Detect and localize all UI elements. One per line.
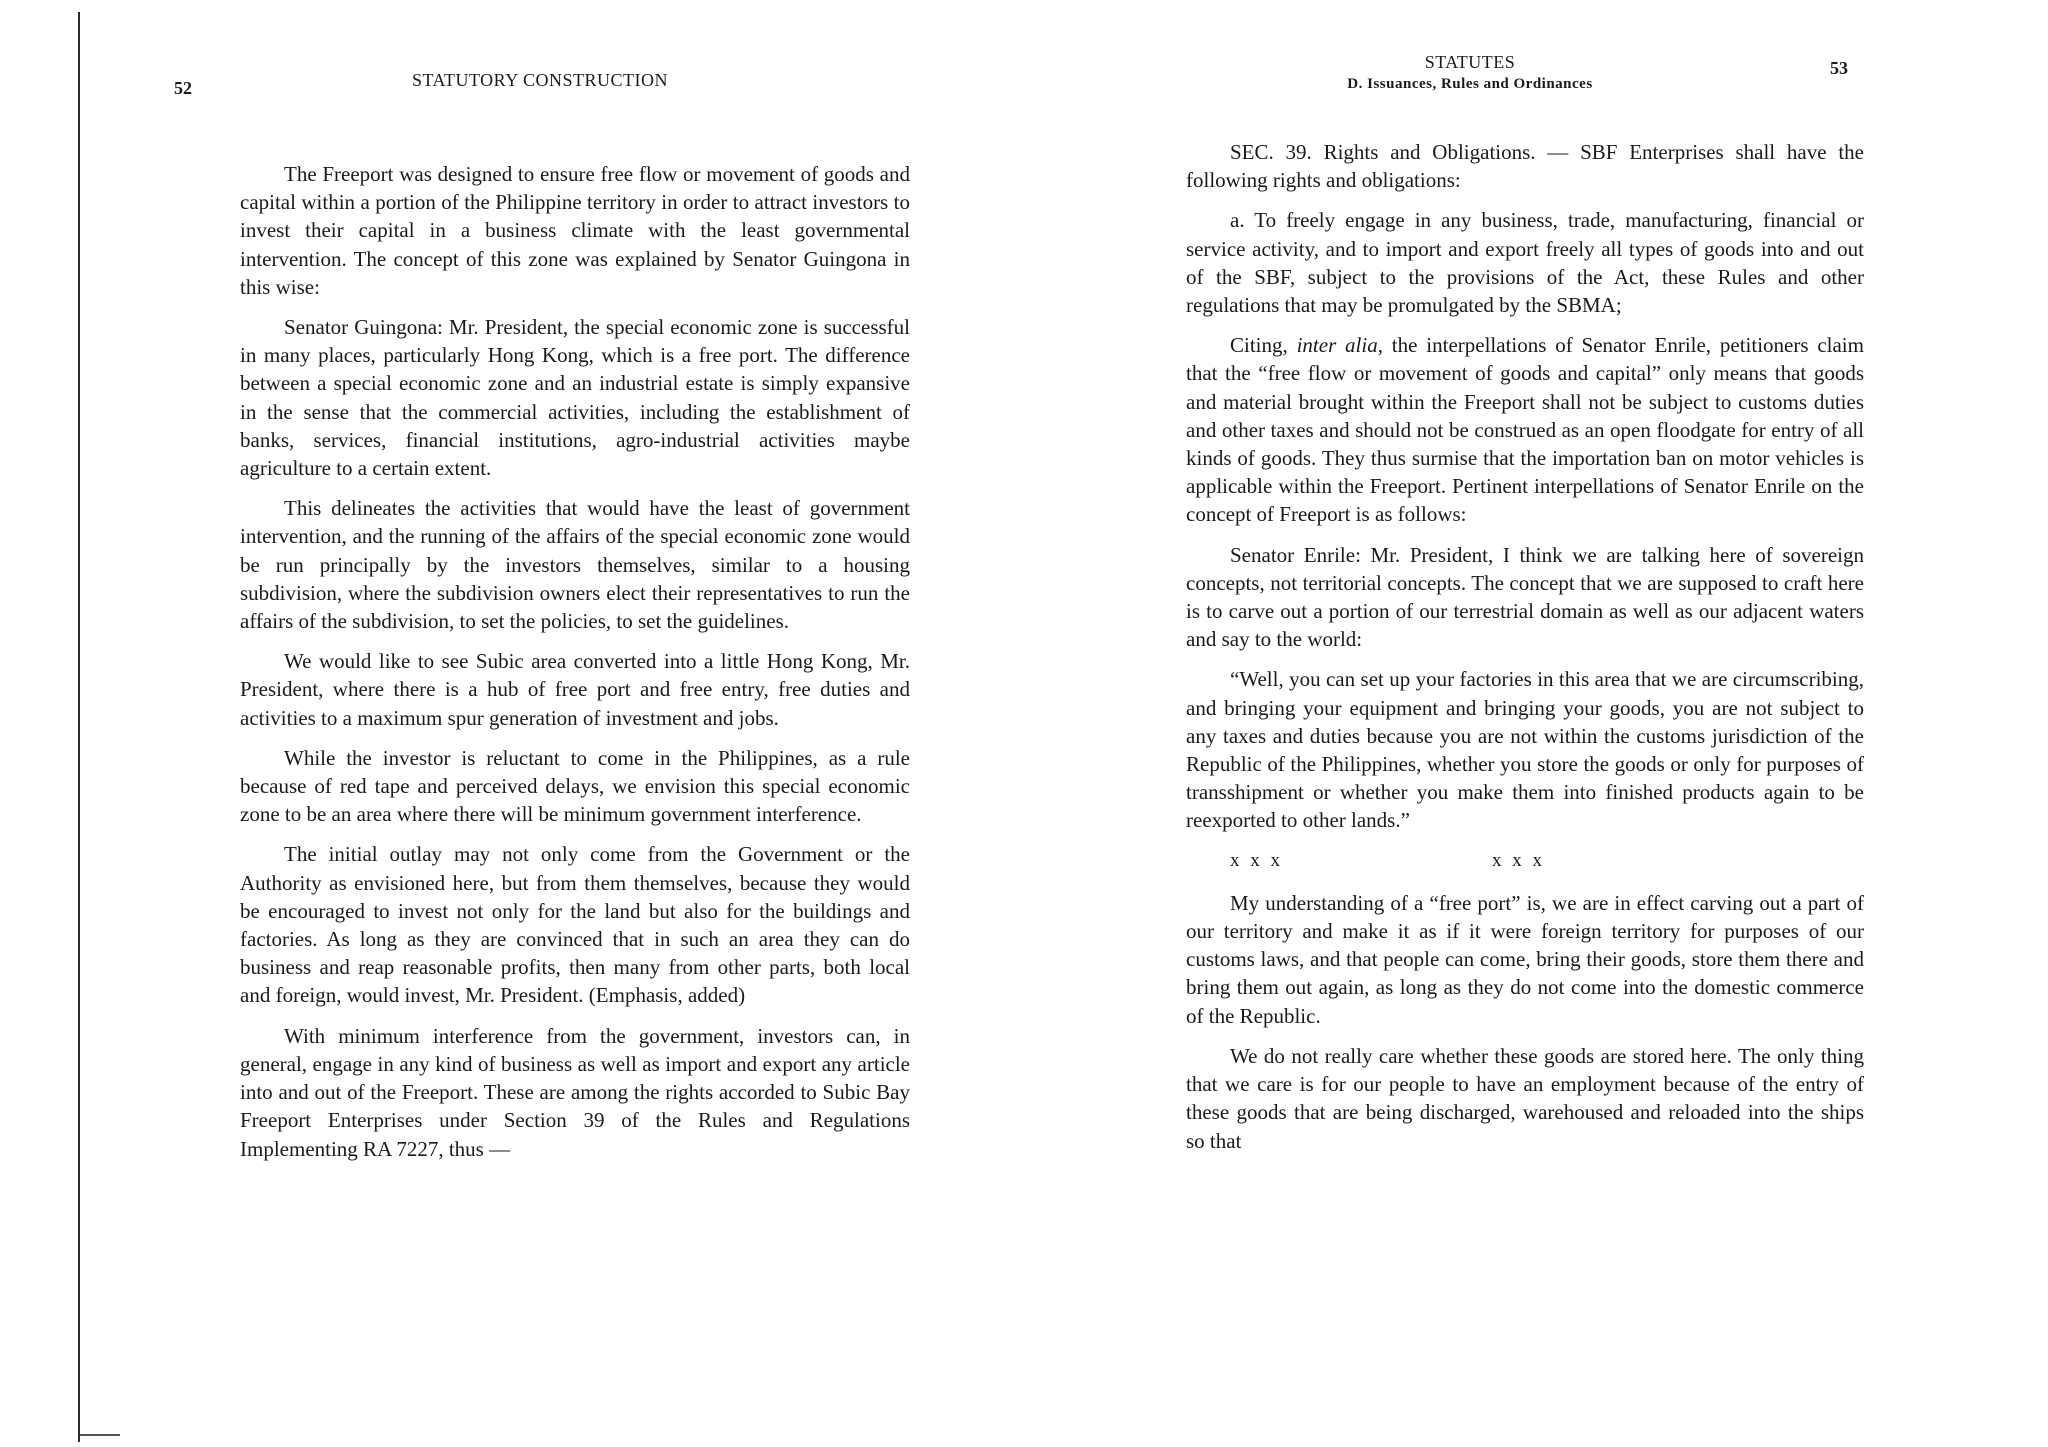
left-paragraph-2: Senator Guingona: Mr. President, the special economic zone is successful in many places, particularly Hong Kong, which is a free port. The difference between a special economic zone and an industrial estate is simply expansive in the sense that the commercial activities, including the establishment of banks, services, financial institutions, agro-industrial activities maybe agriculture to a certain extent.: [240, 315, 910, 481]
page-binding-edge: [78, 12, 80, 1442]
enrile-quote-3: My understanding of a “free port” is, we are in effect carving out a part of our territory and make it as if it were foreign territory for purposes of our customs laws, and that people can come, bring their goods, store them there and bring them out again, as long as they do not come into the domestic commerce of the Republic.: [1186, 890, 1864, 1028]
left-paragraph-6: The initial outlay may not only come from the Government or the Authority as envisioned here, but from them themselves, because they would be encouraged to invest not only for the land but also for the buildings and factories. As long as they are convinced that in such an area they can do business and reap reasonable profits, then many from other parts, both local and foreign, would invest, Mr. President. (Emphasis, added): [240, 842, 910, 1008]
left-paragraph-4: We would like to see Subic area converted into a little Hong Kong, Mr. President, where there is a hub of free port and free entry, free duties and activities to a maximum spur generation of investment and jobs.: [240, 649, 910, 730]
citing-rest: , the interpellations of Senator Enrile, petitioners claim that the “free flow or movement of goods and capital” only means that goods and material brought within the Freeport shall not be subject to customs duties and other taxes and should not be construed as an open floodgate for entry of all kinds of goods. They thus surmise that the importation ban on motor vehicles is applicable within the Freeport. Pertinent interpellations of Senator Enrile on the concept of Freeport is as follows:: [1186, 333, 1864, 527]
left-paragraph-5: While the investor is reluctant to come in the Philippines, as a rule because of red tape and perceived delays, we envision this special economic zone to be an area where there will be minimum government interference.: [240, 745, 910, 827]
enrile-quote-2: “Well, you can set up your factories in this area that we are circumscribing, and bringing your equipment and bringing your goods, you are not subject to any taxes and duties because you are not within the customs jurisdiction of the Republic of the Philippines, whether you store the goods or only for purposes of transshipment or whether you make them into finished products again to be reexported to other lands.”: [1186, 667, 1864, 833]
citing-italic-phrase: inter alia: [1296, 333, 1378, 358]
left-paragraph-1: The Freeport was designed to ensure free flow or movement of goods and capital within a portion of the Philippine territory in order to attract investors to invest their capital in a business climate with the least governmental intervention. The concept of this zone was explained by Senator Guingona in this wise:: [240, 162, 910, 299]
ellipsis-mark-1: x x x: [1230, 849, 1283, 871]
page-binding-foot: [80, 1434, 120, 1436]
section-39-item-a: a. To freely engage in any business, trade, manufacturing, financial or service activity, and to import and export freely all types of goods into and out of the SBF, subject to the provisions of the Act, these Rules and other regulations that may be promulgated by the SBMA;: [1186, 208, 1864, 318]
citing-prefix: Citing,: [1230, 333, 1297, 358]
enrile-quote-1: Senator Enrile: Mr. President, I think we are talking here of sovereign concepts, not territorial concepts. The concept that we are supposed to craft here is to carve out a portion of our terrestrial domain as well as our adjacent waters and say to the world:: [1186, 542, 1864, 652]
right-running-head: [1170, 52, 1770, 93]
section-39-heading: SEC. 39. Rights and Obligations. — SBF Enterprises shall have the following rights and obligations:: [1186, 140, 1864, 193]
right-running-title: STATUTES: [1424, 52, 1516, 72]
ellipsis-row: [1230, 847, 1864, 875]
enrile-quote-4: We do not really care whether these goods are stored here. The only thing that we care is for our people to have an employment because of the entry of these goods that are being discharged, warehoused and reloaded into the ships so that: [1186, 1043, 1864, 1153]
left-page-number: 52: [174, 78, 192, 98]
left-page-body: [240, 160, 910, 1175]
citing-paragraph: [1186, 331, 1864, 528]
left-page: [150, 0, 940, 1447]
right-page: [1170, 0, 1990, 1447]
ellipsis-mark-2: x x x: [1492, 849, 1545, 871]
right-page-body: [1186, 138, 1864, 1167]
left-paragraph-7: With minimum interference from the government, investors can, in general, engage in any kind of business as well as import and export any article into and out of the Freeport. These are among the rights accorded to Subic Bay Freeport Enterprises under Section 39 of the Rules and Regulations Implementing RA 7227, thus —: [240, 1023, 910, 1161]
right-page-number: 53: [1830, 58, 1848, 78]
left-running-head: STATUTORY CONSTRUCTION: [411, 70, 669, 90]
right-running-subtitle: D. Issuances, Rules and Ordinances: [1347, 76, 1593, 92]
left-paragraph-3: This delineates the activities that would have the least of government intervention, and the running of the affairs of the special economic zone would be run principally by the investors themselves, similar to a housing subdivision, where the subdivision owners elect their representatives to run the affairs of the subdivision, to set the policies, to set the guidelines.: [240, 496, 910, 634]
